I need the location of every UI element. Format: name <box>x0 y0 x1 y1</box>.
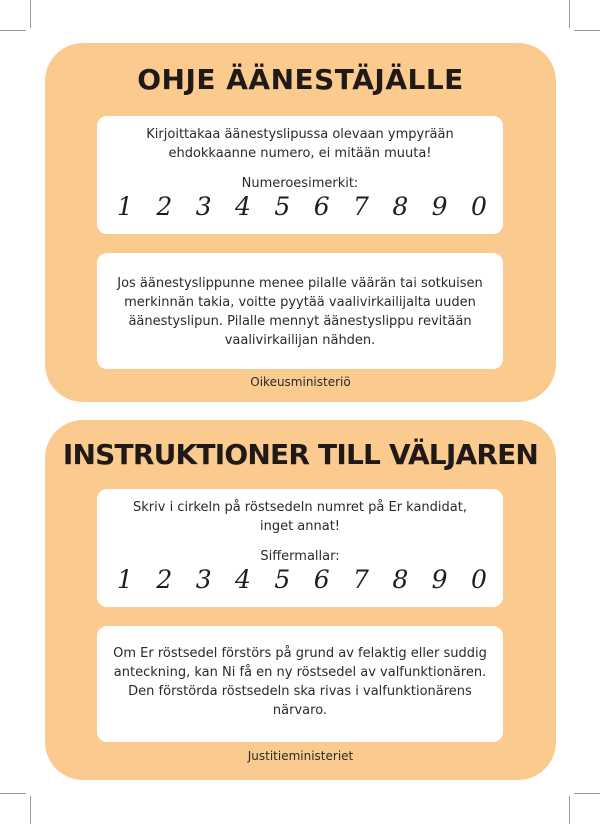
finnish-digit-examples <box>97 193 503 221</box>
digit-6: 6 <box>313 192 330 221</box>
swedish-spoiled-ballot-box <box>97 626 503 742</box>
finnish-spoiled-ballot-text: Jos äänestyslippunne menee pilalle väärän tai sotkuisen merkinnän takia, voitte pyytää vaalivirkailijalta uuden äänestyslipun. Pilalle mennyt äänestyslippu revitään vaalivirkailijan nähden. <box>117 276 483 348</box>
crop-mark-bottom-right <box>569 796 570 824</box>
digit-2: 2 <box>156 565 173 594</box>
finnish-examples-label: Numeroesimerkit: <box>241 176 359 191</box>
crop-mark-top-left <box>30 0 31 28</box>
digit-8: 8 <box>392 192 409 221</box>
digit-7: 7 <box>353 565 369 594</box>
digit-5: 5 <box>274 565 291 594</box>
finnish-spoiled-ballot-box <box>97 253 503 369</box>
finnish-instruction-card <box>45 43 556 402</box>
finnish-ministry-name: Oikeusministeriö <box>250 375 351 389</box>
digit-1: 1 <box>117 192 133 221</box>
crop-mark-top-right <box>569 0 570 28</box>
digit-4: 4 <box>235 565 251 594</box>
finnish-instruction-box <box>97 116 503 234</box>
swedish-instruction-text: Skriv i cirkeln på röstsedeln numret på Er kandidat, inget annat! <box>133 500 467 534</box>
digit-3: 3 <box>195 565 212 594</box>
crop-mark-top-left-h <box>0 30 26 31</box>
swedish-spoiled-ballot-text: Om Er röstsedel förstörs på grund av felaktig eller suddig anteckning, kan Ni få en ny röstsedel av valfunktionären. Den förstörda röstsedeln ska rivas i valfunktionärens närvaro. <box>113 646 487 718</box>
crop-mark-bottom-right-h <box>574 793 600 794</box>
crop-mark-bottom-left <box>30 796 31 824</box>
digit-1: 1 <box>117 565 133 594</box>
digit-0: 0 <box>471 565 487 594</box>
swedish-examples-label: Siffermallar: <box>260 549 340 564</box>
digit-4: 4 <box>235 192 251 221</box>
swedish-digit-examples <box>97 566 503 594</box>
digit-8: 8 <box>392 565 409 594</box>
digit-3: 3 <box>195 192 212 221</box>
digit-7: 7 <box>353 192 369 221</box>
swedish-instruction-box <box>97 489 503 607</box>
finnish-instruction-text: Kirjoittakaa äänestyslipussa olevaan ympyrään ehdokkaanne numero, ei mitään muuta! <box>146 127 454 161</box>
finnish-title: OHJE ÄÄNESTÄJÄLLE <box>137 63 464 96</box>
crop-mark-top-right-h <box>574 30 600 31</box>
crop-mark-bottom-left-h <box>0 793 26 794</box>
digit-9: 9 <box>431 565 448 594</box>
digit-5: 5 <box>274 192 291 221</box>
swedish-title: INSTRUKTIONER TILL VÄLJAREN <box>62 438 539 471</box>
digit-6: 6 <box>313 565 330 594</box>
swedish-instruction-card <box>45 420 556 780</box>
digit-2: 2 <box>156 192 173 221</box>
digit-9: 9 <box>431 192 448 221</box>
digit-0: 0 <box>471 192 487 221</box>
swedish-ministry-name: Justitieministeriet <box>247 749 354 763</box>
